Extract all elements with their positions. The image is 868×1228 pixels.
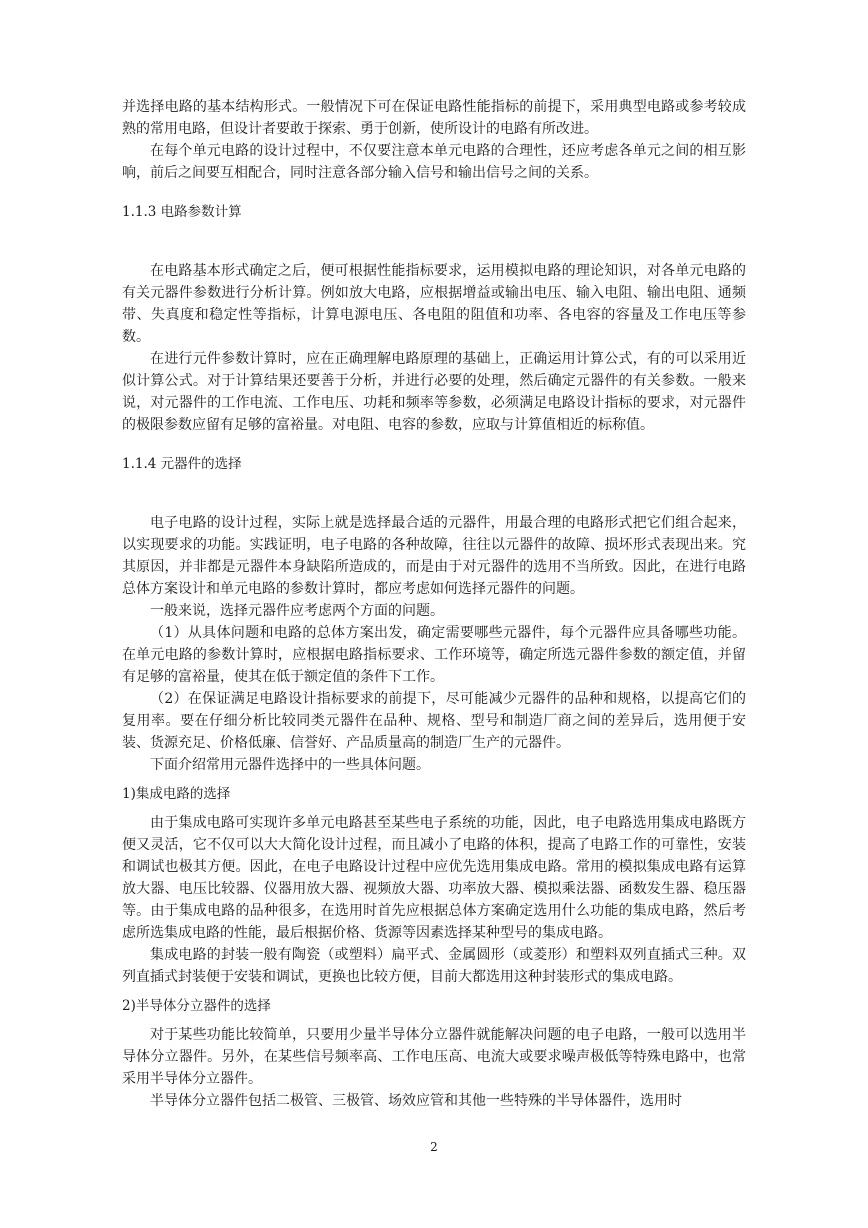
paragraph-intro-specific: 下面介绍常用元器件选择中的一些具体问题。 xyxy=(150,757,430,773)
paragraph-ic-packaging: 集成电路的封装一般有陶瓷（或塑料）扁平式、金属圆形（或菱形）和塑料双列直插式三种。双列直插式封装便于安装和调试，更换也比较方便，目前大都选用这种封装形式的集成电路。 xyxy=(122,947,746,985)
subheading-discrete-selection: 2)半导体分立器件的选择 xyxy=(122,998,271,1014)
paragraph-ic-advantages: 由于集成电路可实现许多单元电路甚至某些电子系统的功能，因此，电子电路选用集成电路既方便又灵活，它不仅可以大大简化设计过程，而且减小了电路的体积，提高了电路工作的可靠性，安装和调试也极其方便。因此，在电子电路设计过程中应优先选用集成电路。常用的模拟集成电路有运算放大器、电压比较器、仪器用放大器、视频放大器、功率放大器、模拟乘法器、函数发生器、稳压器等。由于集成电路的品种很多，在选用时首先应根据总体方案确定选用什么功能的集成电路，然后考虑所选集成电路的性能，最后根据价格、货源等因素选择某种型号的集成电路。 xyxy=(122,815,746,941)
paragraph-discrete-usage: 对于某些功能比较简单，只要用少量半导体分立器件就能解决问题的电子电路，一般可以选用半导体分立器件。另外，在某些信号频率高、工作电压高、电流大或要求噪声极低等特殊电路中，也常采用半导体分立器件。 xyxy=(122,1027,746,1087)
paragraph-discrete-types: 半导体分立器件包括二极管、三极管、场效应管和其他一些特殊的半导体器件，选用时 xyxy=(150,1093,682,1109)
paragraph-aspect-2: （2）在保证满足电路设计指标要求的前提下，尽可能减少元器件的品种和规格，以提高它们的复用率。要在仔细分析比较同类元器件在品种、规格、型号和制造厂商之间的差异后，选用便于安装、货源充足、价格低廉、信誉好、产品质量高的制造厂生产的元器件。 xyxy=(122,691,746,751)
paragraph-parameter-analysis: 在电路基本形式确定之后，便可根据性能指标要求，运用模拟电路的理论知识，对各单元电路的有关元器件参数进行分析计算。例如放大电路，应根据增益或输出电压、输入电阻、输出电阻、通频带、失真度和稳定性等指标，计算电源电压、各电阻的阻值和功率、各电容的容量及工作电压等参数。 xyxy=(122,263,746,345)
paragraph-parameter-calculation: 在进行元件参数计算时，应在正确理解电路原理的基础上，正确运用计算公式，有的可以采用近似计算公式。对于计算结果还要善于分析，并进行必要的处理，然后确定元器件的有关参数。一般来说，对元器件的工作电流、工作电压、功耗和频率等参数，必须满足电路设计指标的要求，对元器件的极限参数应留有足够的富裕量。对电阻、电容的参数，应取与计算值相近的标称值。 xyxy=(122,351,746,433)
paragraph-two-aspects: 一般来说，选择元器件应考虑两个方面的问题。 xyxy=(150,603,444,619)
document-page xyxy=(122,96,746,1112)
paragraph-unit-circuit-design: 在每个单元电路的设计过程中，不仅要注意本单元电路的合理性，还应考虑各单元之间的相互影响，前后之间要互相配合，同时注意各部分输入信号和输出信号之间的关系。 xyxy=(122,143,746,181)
section-heading-1-1-4: 1.1.4 元器件的选择 xyxy=(122,456,242,472)
section-heading-1-1-3: 1.1.3 电路参数计算 xyxy=(122,204,242,220)
paragraph-component-design-process: 电子电路的设计过程，实际上就是选择最合适的元器件，用最合理的电路形式把它们组合起来，以实现要求的功能。实践证明，电子电路的各种故障，往往以元器件的故障、损坏形式表现出来。究其原因，并非都是元器件本身缺陷所造成的，而是由于对元器件的选用不当所致。因此，在进行电路总体方案设计和单元电路的参数计算时，都应考虑如何选择元器件的问题。 xyxy=(122,515,746,597)
subheading-ic-selection: 1)集成电路的选择 xyxy=(122,786,231,802)
paragraph-structure-selection: 并选择电路的基本结构形式。一般情况下可在保证电路性能指标的前提下，采用典型电路或参考较成熟的常用电路，但设计者要敢于探索、勇于创新，使所设计的电路有所改进。 xyxy=(122,99,746,137)
paragraph-aspect-1: （1）从具体问题和电路的总体方案出发，确定需要哪些元器件，每个元器件应具备哪些功能。在单元电路的参数计算时，应根据电路指标要求、工作环境等，确定所选元器件参数的额定值，并留有足够的富裕量，使其在低于额定值的条件下工作。 xyxy=(122,625,746,685)
page-number: 2 xyxy=(430,1140,438,1154)
